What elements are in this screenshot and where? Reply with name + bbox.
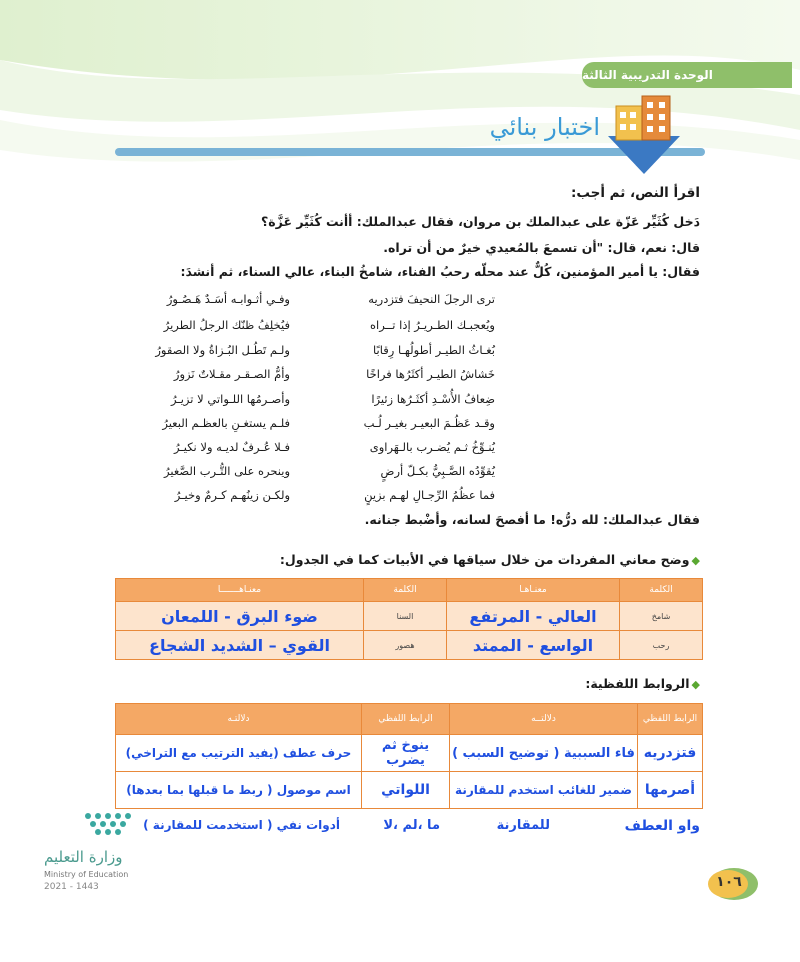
meaning-answer: العالي - المرتفع (447, 602, 620, 631)
diamond-bullet-icon: ◆ (691, 554, 700, 567)
verse-right: ضِعافُ الأُسْـدِ أكثَـرُها زئيرًا (371, 392, 495, 406)
col-header: معنـاهـــــــا (116, 579, 364, 602)
verse-right: خَشاشُ الطيـر أكثَرُها فراخًا (366, 367, 495, 381)
meaning-answer: ضوء البرق - اللمعان (116, 602, 364, 631)
verse-right: بُغـاثُ الطيـر أطولُهـا رِقابًا (373, 343, 495, 357)
link-answer: أصرمها (638, 772, 703, 809)
ministry-logo (38, 808, 148, 898)
page-number-badge (700, 864, 760, 904)
ministry-name-en: Ministry of Education (44, 870, 129, 879)
verse-left: فيُخلِفُ ظنّك الرجلُ الطريرُ (163, 318, 290, 332)
word-cell: هصور (364, 631, 447, 660)
word-cell: السنا (364, 602, 447, 631)
prose-line-1: دَخل كُثَيِّر عَزّة على عبدالملك بن مروان، فقال عبدالملك: أأنت كُثَيِّر عَزَّة؟ (261, 214, 700, 229)
verse-right: يُنـوِّخُ ثـم يُضـرب بالـهَراوى (369, 440, 495, 454)
word-cell: شامخ (620, 602, 703, 631)
link-answer: ينوخ ثم يضرب (362, 735, 450, 772)
extra-meaning: أدوات نفي ( استخدمت للمقارنة ) (143, 818, 340, 832)
ministry-emblem-icon (78, 808, 148, 838)
col-header: الكلمة (364, 579, 447, 602)
q1-prompt (280, 552, 700, 567)
closing-line: فقال عبدالملك: لله درُّه! ما أفصحَ لسانه، وأضْبط جنانه. (364, 512, 700, 527)
col-header: دلالتــه (450, 704, 638, 735)
verse-left: وينحره على التُّـرب الصَّغيرُ (164, 464, 290, 478)
vocab-table (115, 578, 703, 660)
col-header: دلالتـه (116, 704, 362, 735)
verse-right: ويُعجبـك الطـريـرُ إذا تــراه (369, 318, 495, 332)
table-header-row (116, 704, 703, 735)
meaning-answer: ضمير للغائب استخدم للمقارنة (450, 772, 638, 809)
table-row (116, 631, 703, 660)
ministry-name-ar: وزارة التعليم (44, 848, 123, 866)
verse-right: ترى الرجلَ النحيفَ فتزدريه (368, 292, 495, 306)
edition-year: 2021 - 1443 (44, 882, 99, 892)
page-title: اختبار بنائي (489, 113, 600, 141)
verse-left: ولكـن زينُهـم كـرمٌ وخيـرُ (174, 488, 290, 502)
col-header: الكلمة (620, 579, 703, 602)
q1-prompt-text: وضح معاني المفردات من خلال سياقها في الأبيات كما في الجدول: (279, 552, 690, 567)
instruction: اقرأ النص، ثم أجب: (570, 185, 700, 201)
col-header: الرابط اللفظي (638, 704, 703, 735)
table-row (116, 735, 703, 772)
verse-left: فـلا عُـرفٌ لديـه ولا نكيـرُ (174, 440, 290, 454)
prose-line-3: فقال: يا أمير المؤمنين، كُلٌّ عند محلّه رحبُ الفناء، شامخُ البناء، عالي السناء، ثم أنشدَ: (180, 264, 700, 279)
diamond-bullet-icon: ◆ (691, 678, 700, 691)
verse-right: يُقوِّدُه الصَّـبِيُّ بكـلّ أرضٍ (380, 464, 495, 478)
verse-left: وفـي أثـوابـه أسَـدٌ هَـصُـورُ (166, 292, 290, 306)
meaning-answer: فاء السببية ( توضيح السبب ) (450, 735, 638, 772)
verse-left: وأصـرمُها اللـواتي لا تزيـرُ (171, 392, 290, 406)
verse-left: وأمُّ الصـقـر مقـلاتٌ نَزورُ (173, 367, 290, 381)
page-number: ١٠٦ (716, 874, 742, 890)
unit-banner (582, 62, 792, 88)
table-header-row (116, 579, 703, 602)
building-icon (598, 86, 690, 178)
word-cell: رحب (620, 631, 703, 660)
table-row (116, 602, 703, 631)
extra-meaning: للمقارنة (496, 818, 550, 833)
col-header: معنـاهـا (447, 579, 620, 602)
link-answer: فتزدريه (638, 735, 703, 772)
q2-prompt-text: الروابط اللفظية: (585, 676, 690, 691)
meaning-answer: حرف عطف (يفيد الترتيب مع التراخي) (116, 735, 362, 772)
q2-prompt (585, 676, 700, 691)
verse-left: فلـم يستغـنِ بالعظـم البعيرُ (162, 416, 290, 430)
extra-link: ما ،لم ،لا (383, 818, 440, 833)
verse-right: فما عظُمُ الرِّجـالِ لهـم بزينٍ (364, 488, 495, 502)
links-table (115, 703, 703, 809)
verse-right: وقـد عَظُـمَ البعيـر بغيـر لُـب (363, 416, 495, 430)
meaning-answer: اسم موصول ( ربط ما قبلها بما بعدها) (116, 772, 362, 809)
extra-link: واو العطف (624, 818, 700, 834)
unit-label: الوحدة التدريبية الثالثة (582, 68, 713, 82)
verse-left: ولـم تَطُـل البُـزاةُ ولا الصقورُ (155, 343, 290, 357)
prose-line-2: قال: نعم، قال: "أن تسمعَ بالمُعيدي خيرٌ من أن تراه. (383, 240, 700, 255)
col-header: الرابط اللفظي (362, 704, 450, 735)
meaning-answer: الواسع - الممتد (447, 631, 620, 660)
table-row (116, 772, 703, 809)
meaning-answer: القوي – الشديد الشجاع (116, 631, 364, 660)
link-answer: اللواتي (362, 772, 450, 809)
